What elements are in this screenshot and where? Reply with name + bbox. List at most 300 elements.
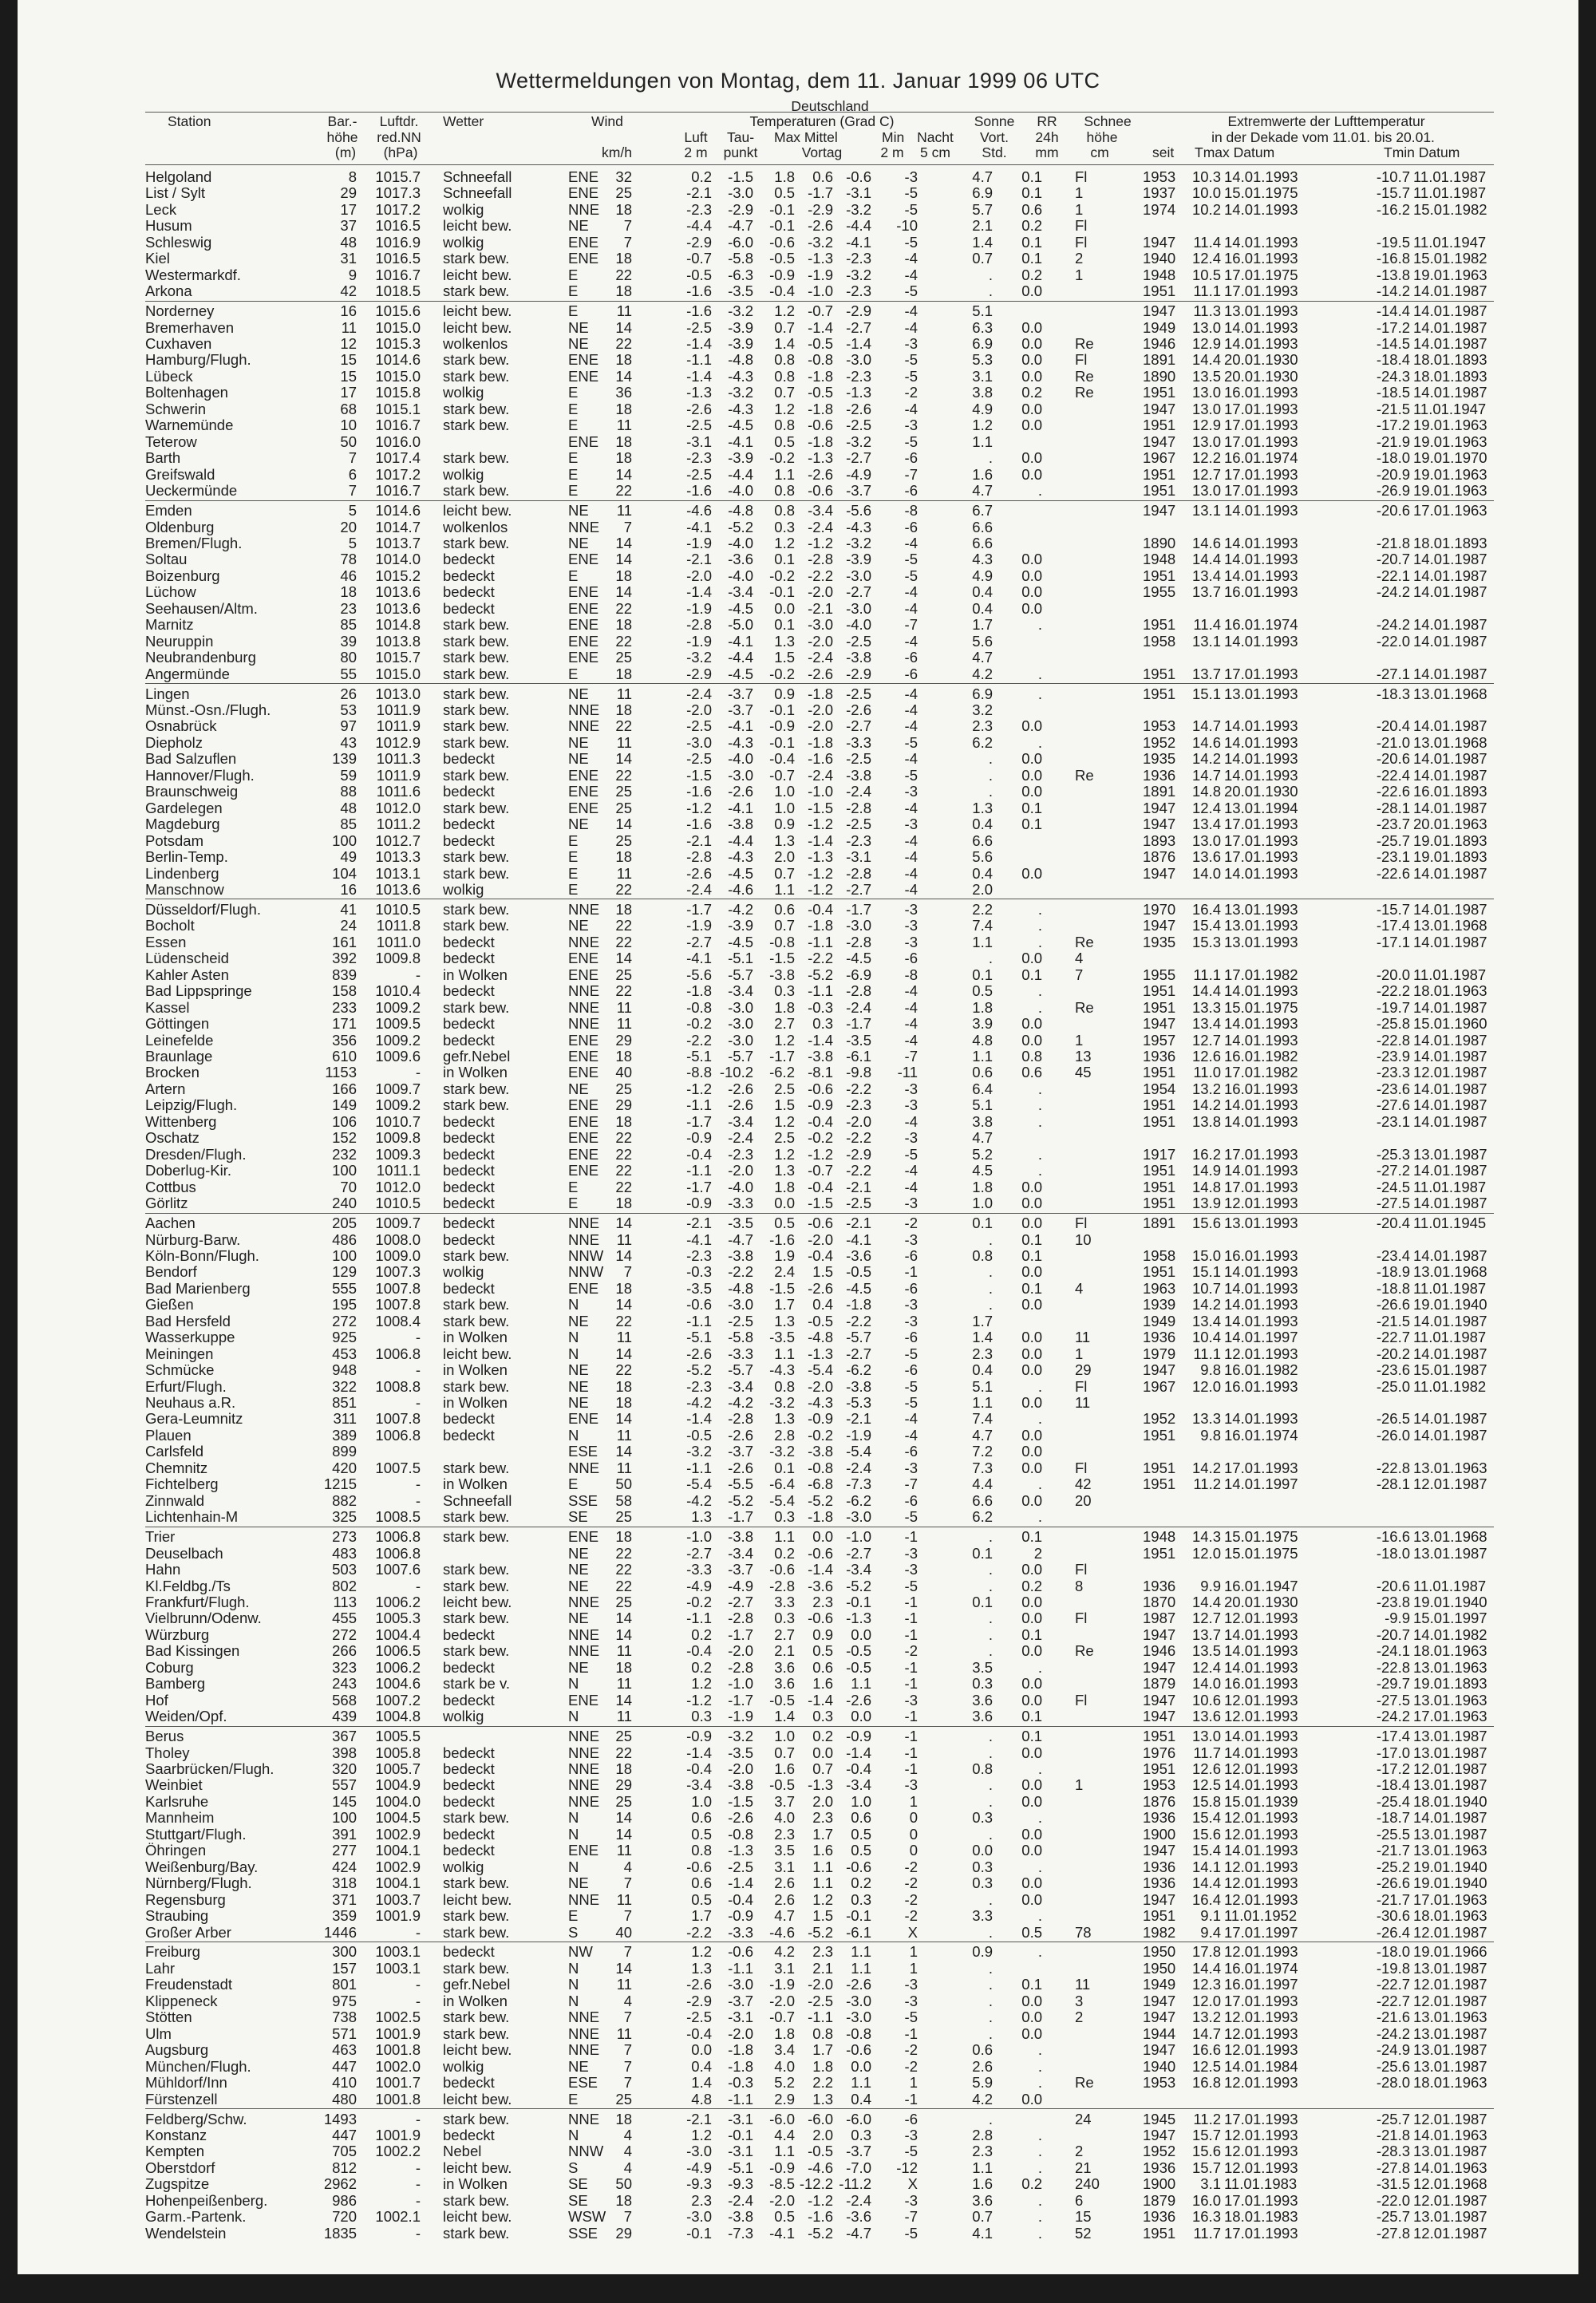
cell-min: -4.0 <box>846 616 871 634</box>
cell-nacht: 0 <box>909 1825 918 1843</box>
table-row <box>18 352 1578 368</box>
cell-barhoehe: 166 <box>332 1080 357 1097</box>
cell-wind-speed: 11 <box>616 1708 632 1725</box>
cell-rr: 0.2 <box>1021 384 1042 401</box>
cell-wind-dir: NNE <box>568 2025 600 2042</box>
cell-sonne: 0.8 <box>972 1760 993 1777</box>
cell-nacht: -4 <box>904 1410 918 1428</box>
cell-wind-speed: 25 <box>615 2090 632 2107</box>
cell-taupunkt: -2.3 <box>728 1145 753 1163</box>
cell-luft: -5.2 <box>686 1361 712 1379</box>
cell-sonne: 3.3 <box>972 1907 993 1925</box>
cell-nacht: -3 <box>904 816 918 833</box>
cell-nacht: -3 <box>904 335 918 353</box>
table-row <box>18 2059 1578 2075</box>
cell-barhoehe: 272 <box>332 1626 357 1643</box>
cell-taupunkt: -2.0 <box>728 1642 753 1660</box>
cell-wind-speed: 18 <box>615 1048 632 1065</box>
cell-barhoehe: 882 <box>332 1491 357 1509</box>
cell-tmax-datum: 16.01.1997 <box>1224 1976 1298 1993</box>
cell-nacht: 0 <box>909 1809 918 1827</box>
cell-mittel: -1.8 <box>808 367 833 385</box>
cell-max: -1.5 <box>769 1279 795 1297</box>
cell-sonne: . <box>988 1528 993 1546</box>
cell-tmax: 16.0 <box>1191 2191 1221 2209</box>
cell-sonne: 4.7 <box>972 168 993 185</box>
table-row <box>18 483 1578 499</box>
cell-tmax-datum: 14.01.1993 <box>1224 1296 1298 1313</box>
cell-barhoehe: 420 <box>332 1459 357 1476</box>
cell-wind-dir: NNE <box>568 1776 600 1794</box>
cell-wetter: bedeckt <box>443 583 495 601</box>
cell-mittel: -0.9 <box>808 1096 833 1114</box>
cell-tmin: -21.5 <box>1376 400 1410 417</box>
cell-max: 1.5 <box>774 1096 795 1114</box>
cell-wind-dir: NE <box>568 917 589 934</box>
cell-sonne: 4.9 <box>972 400 993 417</box>
table-row <box>18 1875 1578 1891</box>
cell-max: 3.1 <box>774 1858 795 1875</box>
cell-min: 0.0 <box>851 1708 871 1725</box>
cell-wind-speed: 25 <box>615 1080 632 1097</box>
cell-tmin-datum: 15.01.1997 <box>1413 1610 1487 1627</box>
cell-mittel: -1.0 <box>808 282 833 300</box>
cell-wetter: stark bew. <box>443 1923 510 1941</box>
cell-wind-speed: 18 <box>615 1528 632 1546</box>
cell-barhoehe: 455 <box>332 1610 357 1627</box>
cell-tmin-datum: 13.01.1968 <box>1413 1528 1487 1546</box>
cell-luftdruck: 1011.9 <box>376 717 421 735</box>
cell-wetter: stark be v. <box>443 1675 510 1693</box>
cell-min: -2.4 <box>846 1459 871 1476</box>
cell-barhoehe: 15 <box>340 351 357 369</box>
cell-tmax-datum: 17.01.1993 <box>1224 665 1298 682</box>
cell-mittel: -2.4 <box>808 649 833 666</box>
cell-taupunkt: -3.2 <box>728 384 753 401</box>
cell-max: 0.8 <box>774 482 795 500</box>
cell-min: -0.1 <box>846 1907 871 1925</box>
cell-luft: 1.2 <box>691 2126 712 2143</box>
cell-rr: 0.1 <box>1021 184 1042 202</box>
header-rr-3: mm <box>1035 144 1059 160</box>
cell-luft: -0.9 <box>686 1728 712 1745</box>
cell-barhoehe: 12 <box>340 335 357 353</box>
header-wetter: Wetter <box>443 113 484 129</box>
cell-sonne: 2.3 <box>972 1345 993 1362</box>
cell-luftdruck: 1013.3 <box>375 848 421 866</box>
cell-mittel: -2.0 <box>808 701 833 718</box>
cell-wind-dir: NW <box>568 1943 593 1961</box>
cell-tmax-datum: 14.01.1993 <box>1224 318 1298 336</box>
cell-luft: -3.2 <box>686 649 712 666</box>
cell-barhoehe: 41 <box>340 900 357 918</box>
cell-taupunkt: -3.7 <box>728 685 753 702</box>
table-row <box>18 1708 1578 1724</box>
cell-sonne: 1.2 <box>972 417 993 434</box>
cell-max: 0.5 <box>774 2208 795 2226</box>
cell-wind-dir: ENE <box>568 433 599 450</box>
cell-station: Nürnberg/Flugh. <box>145 1874 252 1892</box>
cell-nacht: -3 <box>904 1312 918 1329</box>
cell-wind-speed: 18 <box>615 250 632 267</box>
cell-nacht: -3 <box>904 1544 918 1562</box>
cell-nacht: -8 <box>904 502 918 519</box>
cell-max: 2.5 <box>774 1080 795 1097</box>
cell-luftdruck: 1008.0 <box>375 1231 421 1248</box>
cell-station: Schwerin <box>145 400 207 417</box>
cell-sonne: . <box>988 1279 993 1297</box>
cell-taupunkt: -1.4 <box>728 1874 753 1892</box>
cell-barhoehe: 26 <box>340 685 357 702</box>
cell-sonne: 7.4 <box>972 917 993 934</box>
cell-wind-dir: E <box>568 2090 579 2107</box>
cell-tmax: 15.6 <box>1191 1825 1221 1843</box>
cell-nacht: -1 <box>904 1760 918 1777</box>
cell-wind-speed: 22 <box>615 1145 632 1163</box>
cell-sonne: . <box>988 783 993 800</box>
cell-station: Deuselbach <box>145 1544 223 1562</box>
cell-tmax-datum: 14.01.1993 <box>1224 1410 1298 1428</box>
cell-luftdruck: 1013.6 <box>375 583 421 601</box>
cell-seit: 1951 <box>1143 1162 1176 1179</box>
cell-wind-speed: 29 <box>615 1031 632 1049</box>
cell-wetter: stark bew. <box>443 1959 510 1977</box>
cell-tmax: 15.6 <box>1191 1215 1221 1232</box>
cell-tmin-datum: 12.01.1987 <box>1413 2191 1487 2209</box>
cell-min: -3.0 <box>846 1508 871 1526</box>
cell-nacht: -6 <box>904 518 918 535</box>
cell-min: -2.7 <box>846 1544 871 1562</box>
cell-min: -4.1 <box>846 1231 871 1248</box>
cell-seit: 1951 <box>1143 998 1176 1016</box>
cell-mittel: 0.4 <box>812 1296 833 1313</box>
cell-rr: 0.0 <box>1021 783 1042 800</box>
cell-wind-dir: N <box>568 2126 579 2143</box>
table-row <box>18 267 1578 283</box>
header-taupunkt-2: punkt <box>723 144 758 160</box>
cell-barhoehe: 43 <box>340 733 357 751</box>
cell-barhoehe: 49 <box>340 848 357 866</box>
header-sonne-2: Vort. <box>980 129 1009 145</box>
cell-barhoehe: 97 <box>340 717 357 735</box>
cell-wind-speed: 14 <box>615 816 632 833</box>
cell-wind-dir: N <box>568 1329 579 1346</box>
cell-wetter: leicht bew. <box>443 2041 512 2059</box>
cell-wind-dir: NNE <box>568 1792 600 1810</box>
cell-max: 1.1 <box>774 880 795 898</box>
cell-tmax: 12.5 <box>1191 2057 1221 2075</box>
cell-sonne: . <box>988 2025 993 2042</box>
cell-wind-speed: 4 <box>623 2159 632 2176</box>
cell-tmax: 13.7 <box>1191 665 1221 682</box>
cell-rr: . <box>1037 2126 1042 2143</box>
cell-tmax-datum: 15.01.1975 <box>1224 1544 1298 1562</box>
cell-luftdruck: 1015.0 <box>375 665 421 682</box>
cell-wetter: wolkig <box>443 465 484 483</box>
cell-barhoehe: 39 <box>340 632 357 650</box>
cell-sonne: 2.2 <box>972 900 993 918</box>
table-row <box>18 1859 1578 1875</box>
cell-taupunkt: -3.8 <box>728 2208 753 2226</box>
cell-max: -2.0 <box>769 2191 795 2209</box>
cell-luft: -1.1 <box>686 1096 712 1114</box>
cell-tmax-datum: 13.01.1993 <box>1224 1215 1298 1232</box>
cell-nacht: -5 <box>904 200 918 218</box>
group-separator <box>145 1726 1494 1727</box>
cell-max: -0.8 <box>769 933 795 950</box>
cell-seit: 1949 <box>1143 318 1176 336</box>
cell-luftdruck: 1001.9 <box>375 2126 421 2143</box>
cell-tmin-datum: 11.01.1987 <box>1413 1178 1487 1195</box>
cell-taupunkt: -4.0 <box>728 482 753 500</box>
cell-taupunkt: -1.5 <box>728 168 753 185</box>
cell-min: -2.5 <box>846 816 871 833</box>
cell-min: -2.2 <box>846 1312 871 1329</box>
cell-sonne: 1.6 <box>972 2175 993 2193</box>
cell-luftdruck: 1005.8 <box>375 1744 421 1761</box>
cell-barhoehe: 439 <box>332 1708 357 1725</box>
cell-schnee: Re <box>1075 1642 1094 1660</box>
cell-luft: -2.0 <box>686 701 712 718</box>
cell-tmax-datum: 14.01.1993 <box>1224 1312 1298 1329</box>
cell-tmin-datum: 14.01.1987 <box>1413 302 1487 320</box>
cell-min: -3.2 <box>846 200 871 218</box>
cell-max: 0.8 <box>774 367 795 385</box>
cell-barhoehe: 557 <box>332 1776 357 1794</box>
cell-tmin-datum: 19.01.1893 <box>1413 832 1487 849</box>
table-row <box>18 1097 1578 1113</box>
cell-barhoehe: 325 <box>332 1508 357 1526</box>
cell-wind-dir: NE <box>568 1361 589 1379</box>
cell-rr: 0.0 <box>1021 1195 1042 1212</box>
cell-rr: 0.0 <box>1021 1491 1042 1509</box>
cell-nacht: -4 <box>904 982 918 1000</box>
cell-station: Köln-Bonn/Flugh. <box>145 1246 259 1264</box>
cell-mittel: 2.0 <box>812 1792 833 1810</box>
cell-taupunkt: -3.0 <box>728 766 753 784</box>
cell-luft: -1.1 <box>686 351 712 369</box>
cell-tmin-datum: 17.01.1963 <box>1413 1708 1487 1725</box>
cell-sonne: 6.7 <box>972 502 993 519</box>
cell-wetter: stark bew. <box>443 1377 510 1395</box>
cell-luftdruck: 1004.9 <box>375 1776 421 1794</box>
cell-station: Hof <box>145 1691 168 1708</box>
cell-wind-dir: NE <box>568 217 589 235</box>
cell-wind-dir: NE <box>568 1577 589 1594</box>
cell-max: 2.3 <box>774 1825 795 1843</box>
cell-max: 2.0 <box>774 848 795 866</box>
cell-schnee: 7 <box>1075 966 1084 983</box>
cell-wind-dir: ENE <box>568 551 599 568</box>
cell-tmax: 12.9 <box>1191 417 1221 434</box>
cell-luft: 0.8 <box>691 1842 712 1859</box>
cell-wind-dir: NNE <box>568 1728 600 1745</box>
cell-tmax: 14.9 <box>1191 1162 1221 1179</box>
cell-tmax: 9.1 <box>1200 1907 1221 1925</box>
table-row <box>18 434 1578 450</box>
cell-tmin: -20.6 <box>1376 502 1410 519</box>
header-taupunkt-1: Tau- <box>726 129 755 145</box>
cell-seit: 1936 <box>1143 1809 1176 1827</box>
cell-tmin-datum: 19.01.1940 <box>1413 1858 1487 1875</box>
cell-mittel: -0.4 <box>808 900 833 918</box>
cell-mittel: -0.4 <box>808 1246 833 1264</box>
cell-luftdruck: 1006.8 <box>375 1345 421 1362</box>
cell-tmin-datum: 13.01.1987 <box>1413 1544 1487 1562</box>
cell-rr: . <box>1037 933 1042 950</box>
cell-wetter: bedeckt <box>443 1279 495 1297</box>
cell-wind-speed: 7 <box>623 233 632 251</box>
cell-tmax-datum: 17.01.1993 <box>1224 848 1298 866</box>
cell-station: Arkona <box>145 282 192 300</box>
cell-sonne: 0.4 <box>972 816 993 833</box>
cell-max: -0.4 <box>769 282 795 300</box>
cell-luft: -2.7 <box>686 933 712 950</box>
cell-min: -2.7 <box>846 717 871 735</box>
header-luft-1: Luft <box>684 129 708 145</box>
cell-tmin: -26.4 <box>1376 1923 1410 1941</box>
cell-luft: -1.5 <box>686 766 712 784</box>
cell-mittel: 0.3 <box>812 1708 833 1725</box>
cell-wind-speed: 18 <box>615 665 632 682</box>
cell-barhoehe: 1153 <box>325 1064 357 1081</box>
cell-tmin-datum: 14.01.1987 <box>1413 1426 1487 1444</box>
cell-rr: 0.0 <box>1021 1561 1042 1578</box>
cell-luftdruck: - <box>415 966 421 983</box>
cell-luftdruck: 1012.7 <box>375 832 421 849</box>
cell-min: -2.4 <box>846 783 871 800</box>
cell-rr: 0.1 <box>1021 1626 1042 1643</box>
cell-barhoehe: 899 <box>332 1443 357 1460</box>
cell-tmax: 14.0 <box>1191 1675 1221 1693</box>
cell-tmax: 17.8 <box>1191 1943 1221 1961</box>
cell-tmin: -23.6 <box>1376 1080 1410 1097</box>
cell-sonne: 2.3 <box>972 2143 993 2160</box>
cell-wetter: bedeckt <box>443 1410 495 1428</box>
cell-barhoehe: 158 <box>332 982 357 1000</box>
table-row <box>18 2009 1578 2025</box>
table-row <box>18 816 1578 832</box>
cell-mittel: -1.3 <box>808 1776 833 1794</box>
cell-max: -4.3 <box>769 1361 795 1379</box>
cell-tmax-datum: 15.01.1975 <box>1224 184 1298 202</box>
cell-wetter: bedeckt <box>443 950 495 967</box>
cell-luftdruck: 1004.1 <box>375 1874 421 1892</box>
cell-wetter: bedeckt <box>443 567 495 584</box>
cell-station: Weiden/Opf. <box>145 1708 227 1725</box>
cell-barhoehe: 392 <box>332 950 357 967</box>
cell-nacht: -1 <box>904 1626 918 1643</box>
cell-tmax: 11.3 <box>1193 302 1221 320</box>
cell-wind-speed: 4 <box>623 2126 632 2143</box>
header-luftdruck-1: Luftdr. <box>379 113 419 129</box>
header-temperaturen: Temperaturen (Grad C) <box>749 113 895 129</box>
cell-luftdruck: 1002.1 <box>375 2208 421 2226</box>
cell-luftdruck: 1006.2 <box>375 1658 421 1676</box>
cell-mittel: -0.4 <box>808 1112 833 1130</box>
cell-min: -3.1 <box>846 848 871 866</box>
cell-station: Soltau <box>145 551 188 568</box>
cell-luft: -1.4 <box>686 1744 712 1761</box>
cell-tmin: -26.6 <box>1376 1296 1410 1313</box>
cell-barhoehe: 106 <box>332 1112 357 1130</box>
cell-schnee: Re <box>1075 384 1094 401</box>
cell-min: -0.8 <box>846 2025 871 2042</box>
table-row <box>18 1163 1578 1179</box>
cell-rr: 0.8 <box>1021 1048 1042 1065</box>
cell-tmax: 12.0 <box>1191 1377 1221 1395</box>
cell-wetter: bedeckt <box>443 783 495 800</box>
table-row <box>18 686 1578 702</box>
cell-rr: 0.1 <box>1021 1528 1042 1546</box>
cell-tmin-datum: 13.01.1987 <box>1413 2025 1487 2042</box>
cell-max: -4.1 <box>769 2224 795 2242</box>
cell-tmax: 15.7 <box>1191 2126 1221 2143</box>
cell-barhoehe: 2962 <box>323 2175 357 2193</box>
cell-wind-speed: 22 <box>615 1544 632 1562</box>
cell-sonne: 0.1 <box>972 1593 993 1610</box>
cell-tmin-datum: 15.01.1960 <box>1413 1015 1487 1033</box>
cell-max: 0.7 <box>774 1744 795 1761</box>
cell-wetter: Schneefall <box>443 1491 512 1509</box>
cell-taupunkt: -2.5 <box>728 1312 753 1329</box>
cell-luftdruck: 1009.2 <box>375 998 421 1016</box>
cell-seit: 1951 <box>1143 1907 1176 1925</box>
cell-barhoehe: 802 <box>332 1577 357 1594</box>
cell-luft: 1.3 <box>691 1508 712 1526</box>
cell-wind-speed: 7 <box>623 2208 632 2226</box>
cell-mittel: -12.2 <box>799 2175 833 2193</box>
cell-luft: -2.2 <box>686 1923 712 1941</box>
cell-taupunkt: -2.4 <box>728 1129 753 1147</box>
cell-tmax-datum: 11.01.1983 <box>1224 2175 1298 2193</box>
cell-min: -1.7 <box>846 900 871 918</box>
cell-mittel: -6.8 <box>808 1475 833 1493</box>
cell-luftdruck: - <box>415 2110 421 2127</box>
cell-sonne: 1.7 <box>972 1312 993 1329</box>
cell-tmin: -24.1 <box>1376 1642 1410 1660</box>
cell-schnee: 2 <box>1075 2143 1084 2160</box>
cell-wind-dir: NNE <box>568 933 600 950</box>
cell-tmin-datum: 11.01.1987 <box>1413 184 1487 202</box>
cell-seit: 1950 <box>1143 1959 1176 1977</box>
cell-wind-speed: 18 <box>615 449 632 467</box>
cell-mittel: -1.4 <box>808 832 833 849</box>
cell-rr: 0.0 <box>1021 599 1042 617</box>
cell-luftdruck: 1006.8 <box>375 1528 421 1546</box>
cell-mittel: 2.3 <box>812 1943 833 1961</box>
cell-tmax: 10.0 <box>1191 184 1221 202</box>
cell-wetter: stark bew. <box>443 534 510 551</box>
cell-wind-speed: 11 <box>616 1890 632 1908</box>
cell-min: -2.4 <box>846 2191 871 2209</box>
cell-wetter: stark bew. <box>443 417 510 434</box>
cell-taupunkt: -4.4 <box>728 465 753 483</box>
cell-max: -0.9 <box>769 717 795 735</box>
cell-luftdruck: - <box>415 1992 421 2009</box>
cell-wind-speed: 18 <box>615 1394 632 1412</box>
cell-station: Zugspitze <box>145 2175 210 2193</box>
report-sheet <box>18 0 1578 2274</box>
cell-mittel: -0.6 <box>808 1610 833 1627</box>
cell-luftdruck: - <box>415 2224 421 2242</box>
cell-wind-dir: NE <box>568 816 589 833</box>
cell-tmin: -18.5 <box>1376 384 1410 401</box>
cell-seit: 1951 <box>1143 465 1176 483</box>
cell-tmin-datum: 11.01.1987 <box>1413 966 1487 983</box>
cell-max: 1.9 <box>774 1246 795 1264</box>
cell-nacht: -4 <box>904 701 918 718</box>
